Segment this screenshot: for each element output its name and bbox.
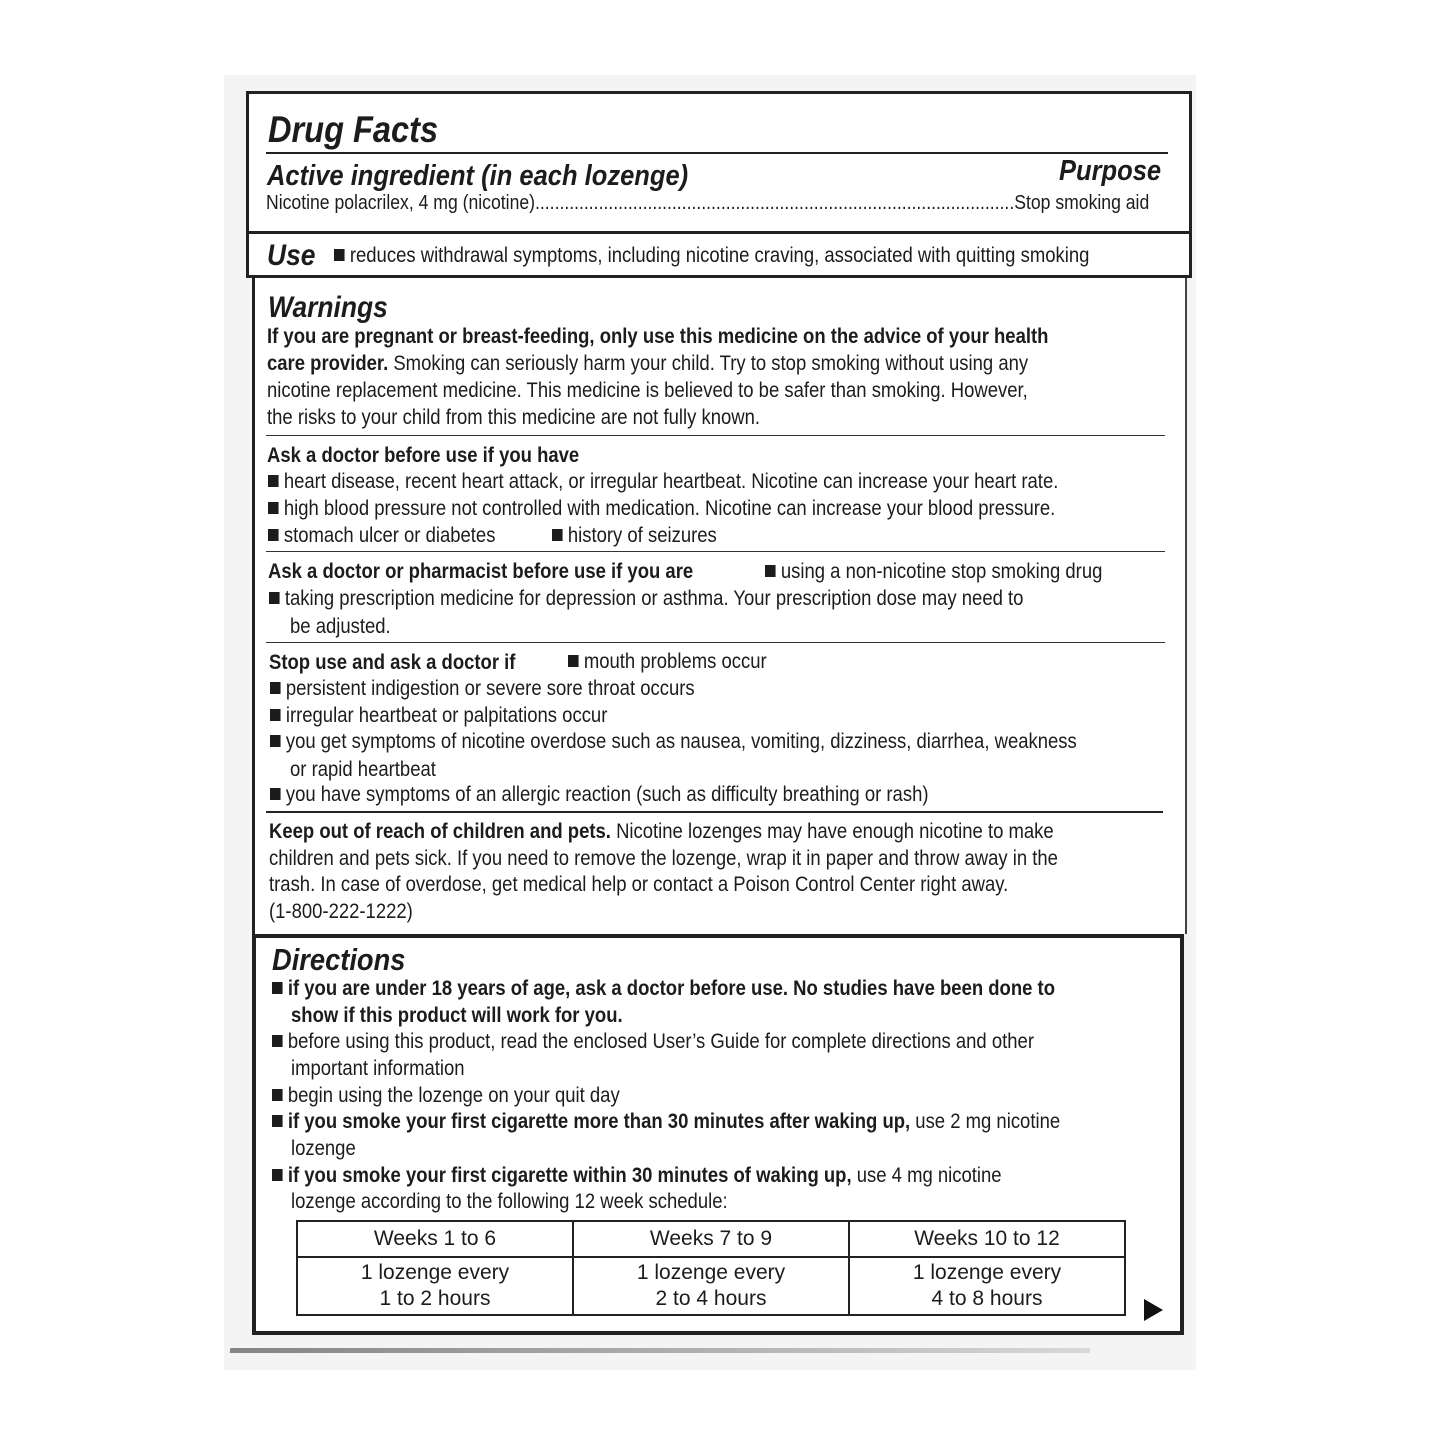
print-smudge (230, 1348, 1091, 1353)
keep-out-line-3: trash. In case of overdose, get medical help or contact a Poison Control Center right away. (269, 873, 1009, 896)
bullet-icon (268, 502, 279, 514)
bullet-icon (272, 1035, 283, 1047)
pregnancy-bold-text: care provider. (267, 352, 389, 375)
active-ingredient-value (266, 190, 1149, 217)
bullet-icon (270, 788, 281, 800)
ask-doctor-item (268, 495, 1055, 522)
keep-out-line-2: children and pets sick. If you need to remove the lozenge, wrap it in paper and throw away in the (269, 847, 1058, 870)
item-bold-text: if you smoke your first cigarette within 30 minutes of waking up, (287, 1164, 852, 1187)
directions-item (272, 1108, 1060, 1135)
keep-out-bold: Keep out of reach of children and pets. (269, 820, 611, 843)
directions-item-cont: lozenge according to the following 12 week schedule: (291, 1190, 728, 1213)
ask-doctor-item (552, 522, 717, 549)
bullet-icon (272, 1089, 283, 1101)
continued-arrow-icon (1144, 1299, 1163, 1321)
stop-use-item (568, 648, 767, 675)
bullet-icon (269, 592, 280, 604)
use-text (334, 242, 1089, 269)
item-bold-text: if you smoke your first cigarette more than 30 minutes after waking up, (287, 1110, 911, 1133)
ask-doctor-item (268, 468, 1058, 495)
table-cell (849, 1257, 1125, 1315)
directions-item (272, 1082, 620, 1109)
directions-item (272, 1162, 1002, 1189)
stop-use-item (270, 728, 1077, 755)
item-text: before using this product, read the enclosed User’s Guide for complete directions and other (287, 1030, 1034, 1053)
ask-pharmacist-item-cont: be adjusted. (290, 615, 391, 638)
item-text: taking prescription medicine for depression or asthma. Your prescription dose may need to (284, 587, 1024, 610)
ingredient-text: Nicotine polacrilex, 4 mg (nicotine) (266, 192, 536, 214)
bullet-icon (765, 565, 776, 577)
pregnancy-warning-line-4: the risks to your child from this medicine are not fully known. (267, 406, 761, 429)
item-text: irregular heartbeat or palpitations occur (285, 704, 608, 727)
pregnancy-warning-line-3: nicotine replacement medicine. This medicine is believed to be safer than smoking. However, (267, 379, 1028, 402)
bullet-icon (268, 529, 279, 541)
purpose-text: Stop smoking aid (1014, 192, 1150, 214)
item-text: using a non-nicotine stop smoking drug (780, 560, 1103, 583)
stop-use-heading: Stop use and ask a doctor if (269, 651, 516, 674)
page-title: Drug Facts (268, 109, 439, 150)
keep-out-rest: Nicotine lozenges may have enough nicotine to make (610, 820, 1054, 843)
dosing-schedule-table (296, 1220, 1126, 1316)
table-header-cell: Weeks 1 to 6 (297, 1221, 573, 1257)
dot-leader: .................................................................................................. (535, 192, 1015, 214)
keep-out-line-1 (269, 818, 1054, 845)
bullet-icon (270, 709, 281, 721)
divider (266, 642, 1165, 643)
cell-line: 1 lozenge every (636, 1261, 786, 1284)
table-cell (573, 1257, 849, 1315)
item-text: begin using the lozenge on your quit day (287, 1084, 620, 1107)
use-heading: Use (267, 239, 316, 272)
directions-item (272, 1028, 1034, 1055)
bullet-icon (268, 475, 279, 487)
item-text: use 4 mg nicotine (851, 1164, 1002, 1187)
pregnancy-warning-line-2 (267, 350, 1028, 377)
item-text: use 2 mg nicotine (910, 1110, 1061, 1133)
purpose-heading: Purpose (1059, 155, 1162, 187)
cell-line: 1 lozenge every (360, 1261, 510, 1284)
table-header-cell: Weeks 10 to 12 (849, 1221, 1125, 1257)
stop-use-item (270, 702, 607, 729)
stop-use-item (270, 781, 929, 808)
title-divider (266, 152, 1168, 154)
warnings-heading: Warnings (268, 291, 388, 324)
divider (266, 811, 1163, 813)
directions-heading: Directions (272, 942, 406, 977)
pregnancy-warning-line-1: If you are pregnant or breast-feeding, only use this medicine on the advice of your health (267, 325, 1049, 348)
divider (266, 435, 1165, 436)
item-text: heart disease, recent heart attack, or irregular heartbeat. Nicotine can increase your heart rate. (283, 470, 1059, 493)
stop-use-item (270, 675, 695, 702)
ask-pharmacist-heading: Ask a doctor or pharmacist before use if you are (268, 560, 694, 583)
cell-line: 2 to 4 hours (655, 1287, 767, 1310)
divider (266, 551, 1165, 552)
table-row (297, 1257, 1125, 1315)
pregnancy-rest-text: Smoking can seriously harm your child. Try to stop smoking without using any (388, 352, 1029, 375)
table-header-cell: Weeks 7 to 9 (573, 1221, 849, 1257)
table-header-row (297, 1221, 1125, 1257)
bullet-icon (552, 529, 563, 541)
item-text: mouth problems occur (583, 650, 767, 673)
bullet-icon (568, 655, 579, 667)
item-text: you get symptoms of nicotine overdose such as nausea, vomiting, dizziness, diarrhea, weakness (285, 730, 1077, 753)
item-text: if you are under 18 years of age, ask a doctor before use. No studies have been done to (287, 977, 1055, 1000)
ask-doctor-item (268, 522, 495, 549)
item-text: high blood pressure not controlled with medication. Nicotine can increase your blood pressure. (283, 497, 1056, 520)
ask-pharmacist-item (765, 558, 1102, 585)
bullet-icon (270, 682, 281, 694)
poison-control-phone: (1-800-222-1222) (269, 900, 413, 923)
cell-line: 1 lozenge every (912, 1261, 1062, 1284)
bullet-icon (272, 982, 283, 994)
active-ingredient-heading: Active ingredient (in each lozenge) (267, 160, 689, 192)
cell-line: 4 to 8 hours (931, 1287, 1043, 1310)
directions-item-cont: lozenge (291, 1137, 356, 1160)
item-text: you have symptoms of an allergic reaction (such as difficulty breathing or rash) (285, 783, 929, 806)
stop-use-item-cont: or rapid heartbeat (290, 758, 436, 781)
directions-item-cont: important information (291, 1057, 465, 1080)
bullet-icon (272, 1169, 283, 1181)
directions-item (272, 975, 1055, 1002)
ask-doctor-heading: Ask a doctor before use if you have (267, 444, 580, 467)
directions-item-cont: show if this product will work for you. (291, 1004, 623, 1027)
bullet-icon (272, 1115, 283, 1127)
item-text: stomach ulcer or diabetes (283, 524, 496, 547)
ask-pharmacist-item (269, 585, 1023, 612)
bullet-icon (334, 249, 345, 261)
table-cell (297, 1257, 573, 1315)
item-text: persistent indigestion or severe sore throat occurs (285, 677, 695, 700)
item-text: history of seizures (567, 524, 717, 547)
cell-line: 1 to 2 hours (379, 1287, 491, 1310)
bullet-icon (270, 735, 281, 747)
use-text-content: reduces withdrawal symptoms, including nicotine craving, associated with quitting smoking (349, 244, 1090, 267)
